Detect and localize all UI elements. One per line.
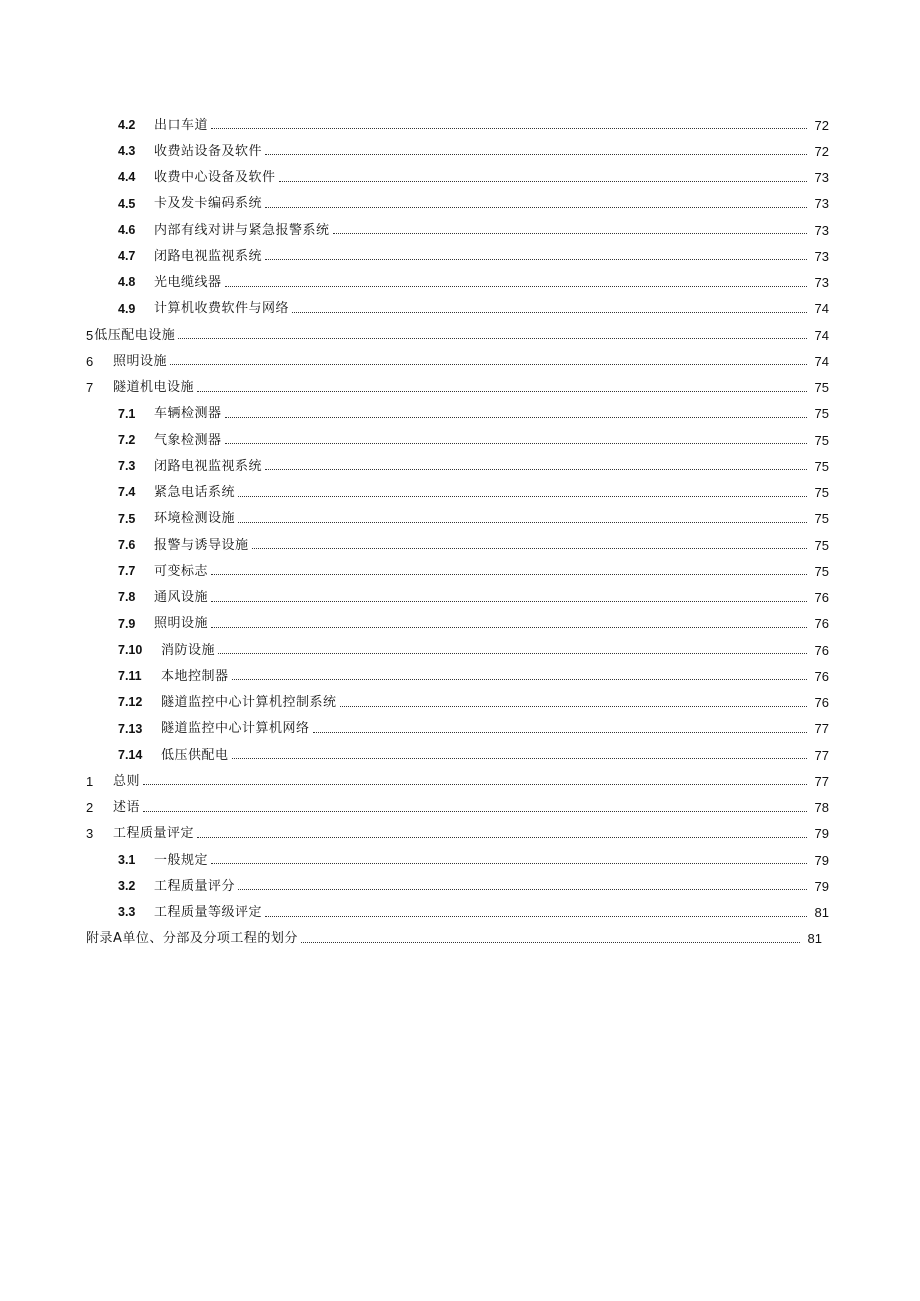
toc-section-number: 4.4: [118, 170, 136, 185]
toc-entry-heading: [86, 827, 194, 840]
dot-leader: [232, 748, 807, 762]
toc-page-number: 76: [814, 695, 829, 711]
toc-section-title: 可变标志: [154, 563, 209, 579]
toc-section-title: 收费中心设备及软件: [154, 170, 276, 186]
toc-section-number: 3: [86, 826, 94, 842]
toc-section-number: 7.4: [118, 485, 136, 500]
toc-entry[interactable]: [0, 112, 920, 138]
toc-entry[interactable]: [0, 375, 920, 401]
toc-entry-heading: [118, 250, 262, 263]
dot-leader: [265, 906, 807, 920]
toc-page-number: 73: [814, 196, 829, 212]
dot-leader: [252, 538, 807, 552]
toc-section-number: 7.10: [118, 642, 143, 657]
toc-page-number: 75: [814, 511, 829, 527]
toc-entry[interactable]: [0, 322, 920, 348]
toc-section-title: 计算机收费软件与网络: [154, 301, 290, 317]
dot-leader: [211, 617, 807, 631]
dot-leader: [225, 433, 807, 447]
toc-section-number: 4.6: [118, 222, 136, 237]
toc-section-title: 工程质量等级评定: [154, 905, 263, 921]
toc-entry[interactable]: [0, 506, 920, 532]
toc-entry-heading: [118, 644, 215, 657]
toc-section-title: 照明设施: [113, 353, 168, 369]
toc-page-number: 73: [814, 170, 829, 186]
toc-page-number: 75: [814, 432, 829, 448]
toc-section-number: 7.5: [118, 511, 136, 526]
toc-entry-heading: [118, 224, 330, 237]
toc-entry-heading: [86, 329, 175, 342]
toc-section-title: 卡及发卡编码系统: [154, 196, 263, 212]
toc-entry[interactable]: [0, 427, 920, 453]
toc-section-title: 紧急电话系统: [154, 485, 236, 501]
toc-entry[interactable]: [0, 900, 920, 926]
dot-leader: [238, 512, 807, 526]
toc-page-number: 73: [814, 222, 829, 238]
toc-entry[interactable]: [0, 401, 920, 427]
toc-section-title: 低压配电设施: [94, 327, 176, 343]
dot-leader: [143, 774, 807, 788]
toc-section-number: 7: [86, 380, 94, 396]
toc-entry[interactable]: [0, 926, 920, 952]
toc-entry-heading: [86, 801, 140, 814]
toc-section-title: 一般规定: [154, 852, 209, 868]
toc-section-title: 闭路电视监视系统: [154, 458, 263, 474]
dot-leader: [301, 932, 800, 946]
dot-leader: [143, 801, 807, 815]
dot-leader: [238, 879, 807, 893]
toc-entry-heading: [118, 512, 235, 525]
toc-entry[interactable]: [0, 453, 920, 479]
dot-leader: [211, 564, 807, 578]
toc-entry-heading: [118, 696, 337, 709]
toc-section-number: 1: [86, 773, 94, 789]
toc-entry-heading: [86, 932, 298, 945]
dot-leader: [211, 118, 807, 132]
toc-entry-heading: [118, 565, 208, 578]
toc-page-number: 74: [814, 353, 829, 369]
toc-section-title: 总则: [113, 773, 141, 789]
dot-leader: [218, 643, 807, 657]
dot-leader: [232, 669, 807, 683]
toc-section-title: 隧道机电设施: [113, 380, 195, 396]
toc-page-number: 75: [814, 406, 829, 422]
toc-page-number: 76: [814, 590, 829, 606]
toc-entry-heading: [118, 302, 289, 315]
toc-section-number: 7.3: [118, 459, 136, 474]
toc-entry[interactable]: [0, 663, 920, 689]
toc-section-number: 7.13: [118, 721, 143, 736]
toc-entry-heading: [118, 749, 229, 762]
toc-section-number: 7.9: [118, 616, 136, 631]
toc-entry-heading: [118, 486, 235, 499]
toc-section-number: 7.12: [118, 695, 143, 710]
toc-section-title: 照明设施: [154, 616, 209, 632]
toc-entry[interactable]: [0, 847, 920, 873]
toc-entry[interactable]: [0, 348, 920, 374]
toc-page-number: 75: [814, 458, 829, 474]
dot-leader: [238, 486, 807, 500]
dot-leader: [225, 407, 807, 421]
dot-leader: [211, 591, 807, 605]
toc-section-title: 工程质量评分: [154, 878, 236, 894]
toc-section-title: 工程质量评定: [113, 826, 195, 842]
toc-entry-heading: [118, 460, 262, 473]
toc-entry[interactable]: [0, 611, 920, 637]
toc-page-number: 74: [814, 301, 829, 317]
toc-page-number: 79: [814, 852, 829, 868]
toc-entry[interactable]: [0, 585, 920, 611]
toc-section-title: 低压供配电: [161, 747, 229, 763]
toc-entry[interactable]: [0, 558, 920, 584]
table-of-contents: [0, 112, 920, 952]
dot-leader: [265, 459, 807, 473]
toc-page-number: 75: [814, 380, 829, 396]
toc-page-number: 76: [814, 668, 829, 684]
toc-entry-heading: [118, 119, 208, 132]
toc-page-number: 79: [814, 826, 829, 842]
toc-page-number: 81: [807, 931, 822, 947]
toc-section-title: 消防设施: [161, 642, 216, 658]
toc-entry-heading: [118, 617, 208, 630]
dot-leader: [265, 197, 807, 211]
dot-leader: [265, 144, 807, 158]
toc-page-number: 75: [814, 563, 829, 579]
toc-entry[interactable]: [0, 821, 920, 847]
toc-entry[interactable]: [0, 690, 920, 716]
toc-entry[interactable]: [0, 217, 920, 243]
toc-page-number: 79: [814, 878, 829, 894]
toc-entry-heading: [118, 434, 222, 447]
dot-leader: [333, 223, 807, 237]
toc-section-title: 述语: [113, 800, 141, 816]
dot-leader: [313, 722, 807, 736]
toc-section-number: 4.5: [118, 196, 136, 211]
toc-entry-heading: [118, 145, 262, 158]
toc-entry-heading: [118, 276, 222, 289]
toc-entry[interactable]: [0, 637, 920, 663]
toc-entry-heading: [118, 197, 262, 210]
toc-section-number: 7.11: [118, 669, 142, 684]
toc-page-number: 77: [814, 721, 829, 737]
toc-entry-heading: [118, 722, 310, 735]
dot-leader: [197, 827, 807, 841]
dot-leader: [265, 249, 807, 263]
toc-entry[interactable]: [0, 296, 920, 322]
toc-entry[interactable]: [0, 270, 920, 296]
toc-section-title: 隧道监控中心计算机控制系统: [161, 695, 337, 711]
toc-section-title: 光电缆线器: [154, 275, 222, 291]
toc-page-number: 77: [814, 747, 829, 763]
toc-section-number: 7.6: [118, 537, 136, 552]
toc-entry-heading: [118, 407, 222, 420]
toc-section-number: 7.7: [118, 564, 136, 579]
dot-leader: [197, 381, 807, 395]
toc-entry[interactable]: [0, 768, 920, 794]
dot-leader: [178, 328, 807, 342]
dot-leader: [340, 696, 807, 710]
toc-entry[interactable]: [0, 742, 920, 768]
toc-section-number: 2: [86, 800, 94, 816]
toc-entry-heading: [118, 854, 208, 867]
toc-entry[interactable]: [0, 138, 920, 164]
toc-page-number: 81: [814, 905, 829, 921]
toc-section-title: 附录A单位、分部及分项工程的划分: [86, 931, 298, 947]
dot-leader: [170, 354, 807, 368]
toc-page-number: 74: [814, 327, 829, 343]
toc-section-title: 环境检测设施: [154, 511, 236, 527]
toc-section-number: 3.1: [118, 852, 136, 867]
dot-leader: [292, 302, 807, 316]
toc-page-number: 72: [814, 117, 829, 133]
toc-section-number: 4.3: [118, 144, 136, 159]
toc-section-title: 闭路电视监视系统: [154, 248, 263, 264]
toc-entry-heading: [118, 670, 229, 683]
toc-page-number: 76: [814, 616, 829, 632]
toc-entry-heading: [118, 591, 208, 604]
toc-page-number: 75: [814, 537, 829, 553]
toc-entry[interactable]: [0, 480, 920, 506]
toc-page-number: 73: [814, 275, 829, 291]
toc-entry-heading: [118, 539, 249, 552]
toc-section-number: 7.14: [118, 747, 143, 762]
toc-entry[interactable]: [0, 191, 920, 217]
toc-section-number: 3.3: [118, 905, 136, 920]
toc-entry[interactable]: [0, 795, 920, 821]
toc-entry[interactable]: [0, 165, 920, 191]
dot-leader: [225, 276, 807, 290]
toc-section-number: 3.2: [118, 879, 136, 894]
toc-section-number: 4.8: [118, 275, 136, 290]
toc-section-title: 通风设施: [154, 590, 209, 606]
dot-leader: [279, 171, 807, 185]
toc-section-title: 车辆检测器: [154, 406, 222, 422]
toc-page-number: 72: [814, 143, 829, 159]
toc-page-number: 76: [814, 642, 829, 658]
toc-section-title: 收费站设备及软件: [154, 143, 263, 159]
toc-section-title: 气象检测器: [154, 432, 222, 448]
dot-leader: [211, 853, 807, 867]
toc-section-number: 4.9: [118, 301, 136, 316]
toc-page-number: 78: [814, 800, 829, 816]
toc-page-number: 75: [814, 485, 829, 501]
toc-entry-heading: [86, 775, 140, 788]
toc-section-number: 7.2: [118, 432, 136, 447]
toc-section-number: 4.2: [118, 117, 136, 132]
toc-section-title: 隧道监控中心计算机网络: [161, 721, 310, 737]
toc-section-number: 7.8: [118, 590, 136, 605]
toc-entry-heading: [118, 171, 276, 184]
toc-entry[interactable]: [0, 243, 920, 269]
toc-page-number: 73: [814, 248, 829, 264]
toc-section-title: 内部有线对讲与紧急报警系统: [154, 222, 330, 238]
toc-page-number: 77: [814, 773, 829, 789]
toc-entry-heading: [86, 381, 194, 394]
toc-entry-heading: [86, 355, 167, 368]
toc-entry[interactable]: [0, 873, 920, 899]
toc-section-number: 4.7: [118, 249, 136, 264]
toc-entry-heading: [118, 880, 235, 893]
toc-entry[interactable]: [0, 532, 920, 558]
toc-entry[interactable]: [0, 716, 920, 742]
toc-entry-heading: [118, 906, 262, 919]
toc-section-number: 7.1: [118, 406, 136, 421]
toc-section-title: 本地控制器: [161, 668, 229, 684]
toc-section-number: 5: [86, 327, 94, 343]
toc-section-number: 6: [86, 353, 94, 369]
toc-section-title: 报警与诱导设施: [154, 537, 249, 553]
toc-section-title: 出口车道: [154, 117, 209, 133]
